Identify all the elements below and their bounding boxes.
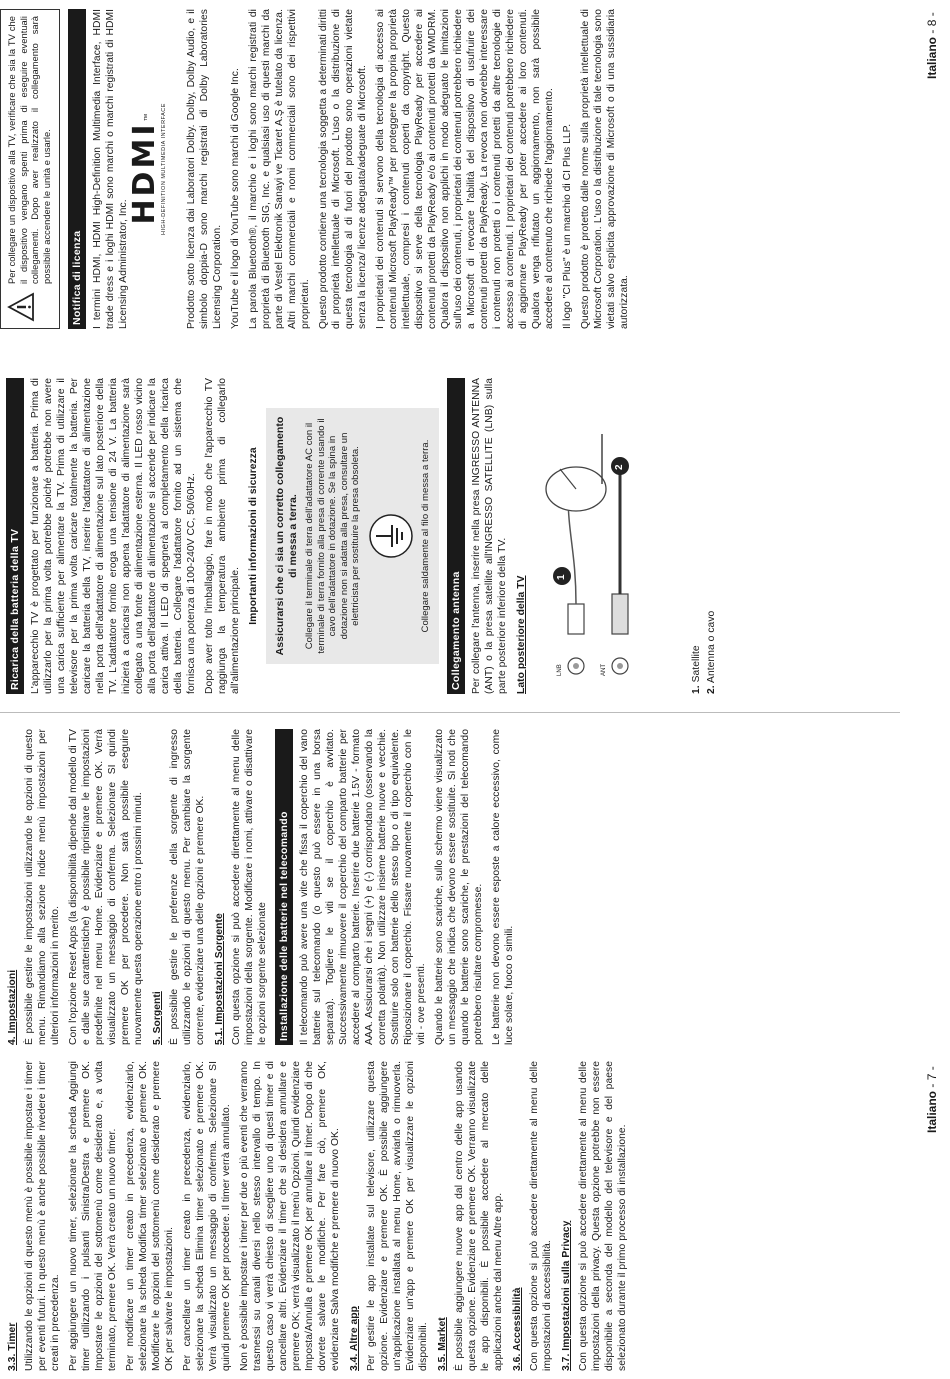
hdmi-logo-subtitle: HIGH-DEFINITION MULTIMEDIA INTERFACE: [161, 103, 167, 235]
section-heading-market: 3.5. Market: [437, 1317, 448, 1371]
back-of-tv-label: Lato posteriore della TV: [516, 575, 527, 694]
marker-1: 1: [556, 574, 567, 580]
column-3: [0, 378, 720, 694]
paragraph: L'apparecchio TV è progettato per funzionare a batteria. Prima di utilizzarlo per la prima volta potrebbe poiché potrebbe non avere una carica sufficiente per alimentare la TV. Prima di utilizzare il televisore per la prima volta caricare totalmente la batteria. Per caricare la batteria della TV, inserire l'adattatore di alimentazione nella porta dell'adattatore di alimentazione sul lato posteriore della TV. L'adattatore fornito eroga una tensione di 24 V. La batteria inizierà a caricarsi non appena l'adattatore di alimentazione sarà collegato a una fonte di alimentazione esterna. Il LED rosso vicino alla porta dell'adattatore di alimentazione si accende per indicare la carica attiva. Il LED di spegnerà al completamento della ricarica della batteria. Collegare l'adattatore fornito ad un sistema che fornisca una potenza di 100-240V CC, 50/60Hz.: [30, 378, 197, 694]
safety-box: [266, 408, 439, 664]
section-heading-timer: 3.3. Timer: [7, 1322, 18, 1371]
safety-heading: Importanti informazioni di sicurezza: [248, 447, 259, 625]
section-heading-privacy: 3.7. Impostazioni sulla Privacy: [561, 1220, 572, 1371]
hdmi-logo: [127, 9, 171, 329]
section-bar-batteries: Installazione delle batterie nel telecomando: [275, 729, 293, 1045]
antenna-list: [690, 378, 718, 694]
paragraph: Il logo "CI Plus" è un marchio di CI Plus LLP.: [562, 123, 573, 329]
paragraph: La parola Bluetooth®, il marchio e i loghi sono marchi registrati di proprietà di Bluetooth SIG, Inc. e qualsiasi uso di questi marchi da parte di Vestel Elektronik Sanayi ve Ticaret A.Ş è tutelato da licenza. Altri marchi commerciali e nomi commerciali sono dei rispettivi proprietari.: [248, 9, 311, 329]
paragraph: Quando le batterie sono scariche, sullo schermo viene visualizzato un messaggio che indica che devono essere sostituite. Si noti che quando le batterie sono scariche, le prestazioni del telecomando potrebbero risultare compromesse.: [434, 729, 484, 1045]
warning-box: [0, 9, 60, 329]
paragraph: Per collegare l'antenna, inserire nella presa INGRESSO ANTENNA (ANT) o la presa satellite all'INGRESSO SATELLITE (LNB) sulla parte posteriore inferiore della TV.: [471, 378, 508, 694]
page-divider: [0, 712, 900, 713]
paragraph: Per aggiungere un nuovo timer, selezionare la scheda Aggiungi timer utilizzando i pulsanti Sinistra/Destra e premere OK. Impostare le opzioni del sottomenù come desiderato e, a volta terminato, premere OK. Verrà creato un nuovo timer.: [68, 1061, 118, 1371]
page-number: - 7 -: [925, 1066, 939, 1088]
trademark-sign: ™: [142, 113, 152, 122]
paragraph: Per cancellare un timer creato in precedenza, evidenziarlo, selezionare la scheda Elimina timer selezionato e premere OK. Verrà visualizzato un messaggio di conferma. Selezionare SI quindi premere OK per procedere. Il timer verrà annullato.: [182, 1061, 232, 1371]
paragraph: Non è possibile impostare i timer per due o più eventi che verranno trasmessi su canali diversi nello stesso intervallo di tempo. In questo caso vi verrà chiesto di scegliere uno di questi timer e di cancellare altri. Evidenziare il timer che si desidera annullare e premere OK; verrà visualizzato il menù Opzioni. Quindi evidenziare Imposta/Annulla e premere OK per annullare il timer. Dopo di che dovrete salvare le modifiche. Per fare ciò, premere OK, evidenziare Salva modifiche e premere di nuovo OK.: [239, 1061, 341, 1371]
section-heading-accessibility: 3.6. Accessibilità: [512, 1287, 523, 1371]
antenna-diagram-svg: [532, 378, 682, 694]
warning-icon: [7, 292, 53, 322]
paragraph: Questo prodotto contiene una tecnologia soggetta a determinati diritti di proprietà intellettuale di Microsoft. L'uso o la distribuzione di questa tecnologia al di fuori del prodotto sono operazioni vietate senza la licenza/ licenze adeguata/adeguate di Microsoft.: [318, 9, 368, 329]
section-bar-battery-charging: Ricarica della batteria della TV: [6, 378, 24, 694]
list-item: [690, 378, 703, 694]
page-language: Italiano: [925, 36, 939, 79]
paragraph: Per modificare un timer creato in precedenza, evidenziarlo, selezionare la scheda Modifica timer selezionato e premere OK. Modificare le opzioni del sottomenù come desiderato e premere OK per salvare le impostazioni.: [125, 1061, 175, 1371]
page-number: - 8 -: [925, 12, 939, 34]
paragraph: È possibile gestire le preferenze della sorgente di ingresso utilizzando le opzioni di questo menu. Per cambiare la sorgente corrente, evidenziare una delle opzioni e premere OK.: [169, 729, 206, 1045]
paragraph: YouTube e il logo di YouTube sono marchi di Google Inc.: [230, 68, 241, 329]
paragraph: Questo prodotto è protetto dalle norme sulla proprietà intellettuale di Microsoft Corporation. L'uso o la distribuzione di tale tecnologia sono vietati salvo esplicita approvazione di Microsoft o di una sussidiaria autorizzata.: [580, 9, 630, 329]
section-heading-settings: 4. Impostazioni: [7, 969, 18, 1045]
column-2: [0, 729, 521, 1045]
safety-box-title: Assicurarsi che ci sia un corretto collegamento di messa a terra.: [274, 416, 299, 656]
paragraph: Prodotto sotto licenza dai Laboratori Dolby. Dolby, Dolby Audio, e il simbolo doppia-D sono marchi registrati di Dolby Laboratories Licensing Corporation.: [186, 9, 223, 329]
antenna-diagram: [532, 378, 682, 694]
ground-icon: [368, 416, 414, 656]
paragraph: Utilizzando le opzioni di questo menù è possibile impostare i timer per eventi futuri. In questo menù è anche possibile rivedere i timer creati in precedenza.: [24, 1061, 61, 1371]
hdmi-logo-text: HDMI: [127, 121, 162, 225]
paragraph: I proprietari dei contenuti si servono della tecnologia di accesso ai contenuti Microsoft PlayReady™ per proteggere la propria proprietà intellettuale, compresi i contenuti coperti da copyright. Questo dispositivo si serve della tecnologia PlayReady per accedere ai contenuti protetti da PlayReady e/o ai contenuti protetti da WMDRM. Qualora il dispositivo non applichi in modo adeguato le limitazioni sull'uso dei contenuti, i proprietari dei contenuti potrebbero richiedere a Microsoft di revocare l'abilità del dispositivo di usufruire dei contenuti protetti da PlayReady. La revoca non dovrebbe interessare i contenuti non protetti o i contenuti protetti da altre tecnologie di accesso ai contenuti. I proprietari dei contenuti potrebbero richiedere di aggiornare PlayReady per poter accedere ai loro contenuti. Qualora venga rifiutato un aggiornamento, non sarà possibile accedere al contenuto che richiede l'aggiornamento.: [375, 9, 555, 329]
section-bar-license: Notifica di licenza: [68, 9, 86, 329]
paragraph: È possibile aggiungere nuove app dal centro delle app usando questa opzione. Evidenziare e premere OK. Verranno visualizzate le app disponibili. È possibile accedere al mercato delle applicazioni anche dal menu Altre app.: [454, 1061, 504, 1371]
warning-text: Per collegare un dispositivo alla TV, verificare che sia la TV che il dispositivo vengano spenti prima di eseguire eventuali collegamenti. Dopo aver realizzato il collegamento sarà possibile accendere le unità e usarle.: [7, 16, 52, 284]
list-item: [705, 378, 718, 694]
paragraph: Il telecomando può avere una vite che fissa il coperchio del vano batterie sul telecomando (o questo può essere in una borsa separata). Togliere le viti se il coperchio è avvitato. Successivamente rimuovere il coperchio del comparto batterie per accedere al comparto batterie. Inserire due batterie 1.5V - formato AAA. Assicurarsi che i segni (+) e (-) corrispondano (osservando la corretta polarità). Non utilizzare insieme batterie nuove e vecchie. Sostituire solo con batterie dello stesso tipo o di tipo equivalente. Riposizionare il coperchio. Fissare nuovamente il coperchio con le viti - ove presenti.: [299, 729, 427, 1045]
paragraph: Con questa opzione si può accedere direttamente al menu delle impostazioni della privacy. Questa opzione potrebbe non essere disponibile a seconda del modello del televisore e del paese selezionato durante il primo processo di installazione.: [578, 1061, 628, 1371]
lnb-label: LNB: [557, 664, 563, 676]
paragraph: Con questa opzione si può accedere direttamente al menu delle impostazioni della sorgente. Modificare i nomi, attivare o disattivare le opzioni sorgente selezionate: [231, 729, 268, 1045]
marker-2: 2: [614, 464, 625, 470]
column-4: [0, 9, 636, 329]
paragraph: Dopo aver tolto l'imballaggio, fare in modo che l'apparecchio TV raggiunga la temperatura ambiente prima di collegarlo all'alimentazione principale.: [204, 378, 241, 694]
section-bar-antenna: Collegamento antenna: [447, 378, 465, 694]
list-number: 2.: [706, 685, 717, 694]
list-text: Antenna o cavo: [706, 610, 717, 683]
page-language: Italiano: [925, 1090, 939, 1133]
ant-label: ANT: [601, 663, 607, 676]
list-number: 1.: [691, 685, 702, 694]
section-heading-apps: 3.4. Altre app: [349, 1306, 360, 1371]
paragraph: Con l'opzione Reset Apps (la disponibilità dipende dal modello di TV e dalle sue caratteristiche) è possibile ripristinare le impostazioni predefinite nel menu Home. Evidenziare e premere OK. Verrà visualizzato un messaggio di conferma. Selezionare SI quindi premere OK per procedere. Non sarà possibile eseguire nuovamente questa operazione entro i prossimi minuti.: [68, 729, 144, 1045]
paragraph: Le batterie non devono essere esposte a calore eccessivo, come luce solare, fuoco o simili.: [491, 729, 515, 1045]
paragraph: Con questa opzione si può accedere direttamente al menu delle impostazioni di accessibilità.: [529, 1061, 553, 1371]
column-1: [0, 1061, 634, 1371]
paragraph: I termini HDMI, HDMI High-Definition Multimedia Interface, HDMI trade dress e i loghi HDMI sono marchi o marchi registrati di HDMI Licensing Administrator, Inc.: [92, 9, 129, 329]
paragraph: È possibile gestire le impostazioni utilizzando le opzioni di questo menu. Rimandiamo alla sezione Indice menù impostazioni per ulteriori informazioni in merito.: [24, 729, 61, 1045]
list-text: Satellite: [691, 645, 702, 683]
safety-box-foot: Collegare saldamente al filo di messa a terra.: [419, 439, 431, 633]
page-number-left: [925, 1066, 939, 1133]
safety-box-text: Collegare il terminale di terra dell'adattatore AC con il terminale di terra fornito alla presa di corrente usando il cavo dell'adattatore in dotazione. Se la spina in dotazione non si adatta alla presa, consultare un elettricista per sostituire la presa obsoleta.: [304, 418, 361, 654]
section-heading-source-settings: 5.1. Impostazioni Sorgente: [214, 913, 225, 1045]
section-heading-sources: 5. Sorgenti: [152, 991, 163, 1045]
paragraph: Per gestire le app installate sul televisore, utilizzare questa opzione. Evidenziare e premere OK. È possibile aggiungere un'applicazione installata al menu Home, avviarla o rimuoverla. Evidenziare un'app e premere OK per visualizzare le opzioni disponibili.: [366, 1061, 429, 1371]
page-number-right: [925, 12, 939, 79]
